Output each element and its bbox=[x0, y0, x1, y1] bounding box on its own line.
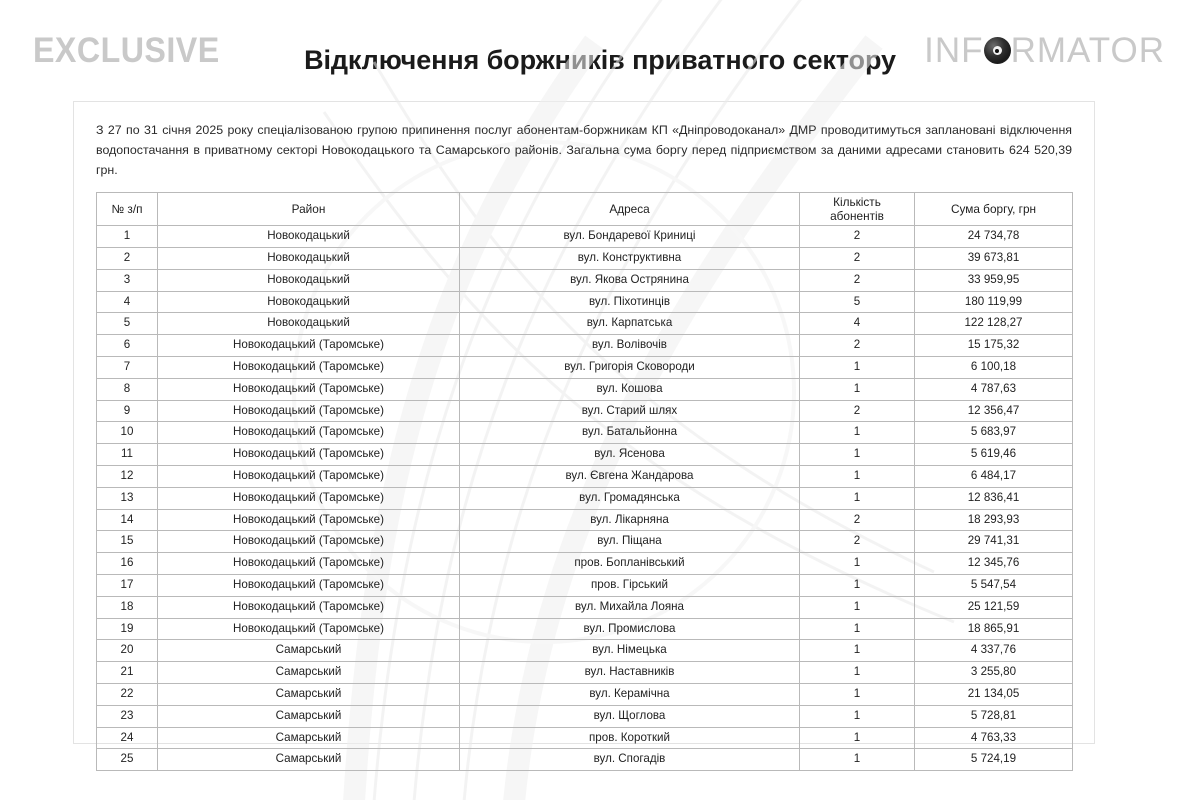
row-sum: 15 175,32 bbox=[915, 335, 1073, 357]
row-count: 1 bbox=[800, 466, 915, 488]
row-address: пров. Бопланівський bbox=[460, 553, 800, 575]
row-number: 24 bbox=[97, 727, 158, 749]
row-sum: 21 134,05 bbox=[915, 684, 1073, 706]
row-district: Новокодацький (Таромське) bbox=[158, 422, 460, 444]
table-row bbox=[97, 400, 1073, 422]
row-number: 13 bbox=[97, 487, 158, 509]
row-district: Самарський bbox=[158, 727, 460, 749]
row-number: 19 bbox=[97, 618, 158, 640]
row-number: 9 bbox=[97, 400, 158, 422]
row-count: 2 bbox=[800, 269, 915, 291]
row-district: Новокодацький (Таромське) bbox=[158, 575, 460, 597]
row-address: вул. Промислова bbox=[460, 618, 800, 640]
table-row bbox=[97, 466, 1073, 488]
row-district: Самарський bbox=[158, 705, 460, 727]
row-number: 3 bbox=[97, 269, 158, 291]
row-address: вул. Євгена Жандарова bbox=[460, 466, 800, 488]
row-district: Новокодацький (Таромське) bbox=[158, 444, 460, 466]
row-address: вул. Карпатська bbox=[460, 313, 800, 335]
column-header-number: № з/п bbox=[97, 193, 158, 226]
row-address: вул. Німецька bbox=[460, 640, 800, 662]
row-address: вул. Щоглова bbox=[460, 705, 800, 727]
column-header-address: Адреса bbox=[460, 193, 800, 226]
row-district: Самарський bbox=[158, 749, 460, 771]
row-address: вул. Конструктивна bbox=[460, 248, 800, 270]
table-row bbox=[97, 357, 1073, 379]
row-sum: 5 728,81 bbox=[915, 705, 1073, 727]
row-address: вул. Наставників bbox=[460, 662, 800, 684]
row-address: вул. Волівочів bbox=[460, 335, 800, 357]
row-count: 1 bbox=[800, 575, 915, 597]
row-count: 1 bbox=[800, 378, 915, 400]
table-row bbox=[97, 749, 1073, 771]
table-row bbox=[97, 291, 1073, 313]
row-address: вул. Якова Острянина bbox=[460, 269, 800, 291]
row-count: 1 bbox=[800, 640, 915, 662]
table-body bbox=[97, 226, 1073, 771]
exclusive-watermark: EXCLUSIVE bbox=[33, 31, 220, 70]
table-row bbox=[97, 444, 1073, 466]
row-count: 1 bbox=[800, 553, 915, 575]
row-address: вул. Старий шлях bbox=[460, 400, 800, 422]
row-number: 4 bbox=[97, 291, 158, 313]
row-number: 10 bbox=[97, 422, 158, 444]
column-header-count-line1: Кількість bbox=[833, 194, 881, 209]
row-count: 1 bbox=[800, 662, 915, 684]
page-header bbox=[0, 0, 1200, 100]
row-sum: 5 724,19 bbox=[915, 749, 1073, 771]
table-row bbox=[97, 248, 1073, 270]
row-district: Новокодацький bbox=[158, 313, 460, 335]
page-title: Відключення боржників приватного сектору bbox=[304, 45, 896, 75]
table-row bbox=[97, 575, 1073, 597]
row-district: Новокодацький (Таромське) bbox=[158, 553, 460, 575]
table-row bbox=[97, 727, 1073, 749]
table-row bbox=[97, 269, 1073, 291]
row-district: Самарський bbox=[158, 662, 460, 684]
row-sum: 6 100,18 bbox=[915, 357, 1073, 379]
row-count: 2 bbox=[800, 400, 915, 422]
row-district: Новокодацький (Таромське) bbox=[158, 596, 460, 618]
row-sum: 24 734,78 bbox=[915, 226, 1073, 248]
row-count: 1 bbox=[800, 487, 915, 509]
row-sum: 4 337,76 bbox=[915, 640, 1073, 662]
row-number: 21 bbox=[97, 662, 158, 684]
disconnection-table bbox=[96, 192, 1073, 771]
row-district: Самарський bbox=[158, 684, 460, 706]
row-count: 2 bbox=[800, 226, 915, 248]
row-district: Новокодацький bbox=[158, 226, 460, 248]
row-address: пров. Короткий bbox=[460, 727, 800, 749]
row-sum: 12 345,76 bbox=[915, 553, 1073, 575]
row-number: 8 bbox=[97, 378, 158, 400]
row-number: 14 bbox=[97, 509, 158, 531]
row-sum: 122 128,27 bbox=[915, 313, 1073, 335]
row-number: 18 bbox=[97, 596, 158, 618]
column-header-district: Район bbox=[158, 193, 460, 226]
row-count: 2 bbox=[800, 531, 915, 553]
row-district: Новокодацький (Таромське) bbox=[158, 487, 460, 509]
table-row bbox=[97, 335, 1073, 357]
row-district: Новокодацький (Таромське) bbox=[158, 531, 460, 553]
column-header-count-line2: абонентів bbox=[830, 209, 884, 224]
table-row bbox=[97, 684, 1073, 706]
row-number: 5 bbox=[97, 313, 158, 335]
row-district: Новокодацький bbox=[158, 269, 460, 291]
document-content bbox=[74, 102, 1094, 771]
row-address: вул. Керамічна bbox=[460, 684, 800, 706]
row-sum: 18 293,93 bbox=[915, 509, 1073, 531]
row-count: 1 bbox=[800, 727, 915, 749]
row-address: пров. Гірський bbox=[460, 575, 800, 597]
row-district: Новокодацький (Таромське) bbox=[158, 618, 460, 640]
row-district: Самарський bbox=[158, 640, 460, 662]
row-address: вул. Піщана bbox=[460, 531, 800, 553]
row-address: вул. Піхотинців bbox=[460, 291, 800, 313]
table-row bbox=[97, 618, 1073, 640]
row-number: 6 bbox=[97, 335, 158, 357]
row-sum: 6 484,17 bbox=[915, 466, 1073, 488]
table-row bbox=[97, 226, 1073, 248]
row-address: вул. Ясенова bbox=[460, 444, 800, 466]
row-sum: 39 673,81 bbox=[915, 248, 1073, 270]
row-number: 7 bbox=[97, 357, 158, 379]
intro-paragraph: З 27 по 31 січня 2025 року спеціалізованою групою припинення послуг абонентам-боржникам КП «Дніпроводоканал» ДМР проводитимуться заплановані відключення водопостачання в приватному секторі Новокодацького та Самарського районів. Загальна сума боргу перед підприємством за даними адресами становить 624 520,39 грн. bbox=[96, 123, 1072, 178]
row-count: 1 bbox=[800, 422, 915, 444]
column-header-count bbox=[800, 193, 915, 226]
row-sum: 4 763,33 bbox=[915, 727, 1073, 749]
row-district: Новокодацький (Таромське) bbox=[158, 378, 460, 400]
row-sum: 12 356,47 bbox=[915, 400, 1073, 422]
table-row bbox=[97, 487, 1073, 509]
brand-suffix-text: RMATOR bbox=[1010, 31, 1165, 70]
table-row bbox=[97, 313, 1073, 335]
row-number: 20 bbox=[97, 640, 158, 662]
table-row bbox=[97, 553, 1073, 575]
row-address: вул. Спогадів bbox=[460, 749, 800, 771]
row-count: 1 bbox=[800, 684, 915, 706]
row-district: Новокодацький (Таромське) bbox=[158, 335, 460, 357]
row-sum: 5 619,46 bbox=[915, 444, 1073, 466]
column-header-sum: Сума боргу, грн bbox=[915, 193, 1073, 226]
row-district: Новокодацький bbox=[158, 291, 460, 313]
row-count: 1 bbox=[800, 357, 915, 379]
table-row bbox=[97, 596, 1073, 618]
table-row bbox=[97, 640, 1073, 662]
row-district: Новокодацький (Таромське) bbox=[158, 509, 460, 531]
row-count: 4 bbox=[800, 313, 915, 335]
row-number: 16 bbox=[97, 553, 158, 575]
row-address: вул. Григорія Сковороди bbox=[460, 357, 800, 379]
table-row bbox=[97, 378, 1073, 400]
row-number: 23 bbox=[97, 705, 158, 727]
table-row bbox=[97, 509, 1073, 531]
row-address: вул. Громадянська bbox=[460, 487, 800, 509]
row-sum: 18 865,91 bbox=[915, 618, 1073, 640]
row-sum: 33 959,95 bbox=[915, 269, 1073, 291]
row-number: 2 bbox=[97, 248, 158, 270]
row-count: 1 bbox=[800, 618, 915, 640]
row-sum: 5 547,54 bbox=[915, 575, 1073, 597]
row-count: 1 bbox=[800, 596, 915, 618]
row-number: 15 bbox=[97, 531, 158, 553]
row-number: 17 bbox=[97, 575, 158, 597]
table-header bbox=[97, 193, 1073, 226]
row-number: 1 bbox=[97, 226, 158, 248]
table-header-row bbox=[97, 193, 1073, 226]
row-district: Новокодацький bbox=[158, 248, 460, 270]
row-count: 5 bbox=[800, 291, 915, 313]
row-count: 1 bbox=[800, 705, 915, 727]
row-district: Новокодацький (Таромське) bbox=[158, 357, 460, 379]
row-number: 22 bbox=[97, 684, 158, 706]
row-district: Новокодацький (Таромське) bbox=[158, 466, 460, 488]
row-sum: 12 836,41 bbox=[915, 487, 1073, 509]
row-address: вул. Кошова bbox=[460, 378, 800, 400]
table-row bbox=[97, 422, 1073, 444]
row-sum: 3 255,80 bbox=[915, 662, 1073, 684]
row-count: 2 bbox=[800, 509, 915, 531]
brand-prefix-text: INF bbox=[924, 31, 984, 70]
row-number: 11 bbox=[97, 444, 158, 466]
row-count: 1 bbox=[800, 749, 915, 771]
row-number: 12 bbox=[97, 466, 158, 488]
row-count: 2 bbox=[800, 335, 915, 357]
row-count: 1 bbox=[800, 444, 915, 466]
table-row bbox=[97, 705, 1073, 727]
row-number: 25 bbox=[97, 749, 158, 771]
row-address: вул. Бондаревої Криниці bbox=[460, 226, 800, 248]
row-count: 2 bbox=[800, 248, 915, 270]
row-address: вул. Батальйонна bbox=[460, 422, 800, 444]
table-row bbox=[97, 662, 1073, 684]
row-address: вул. Лікарняна bbox=[460, 509, 800, 531]
row-sum: 25 121,59 bbox=[915, 596, 1073, 618]
row-sum: 180 119,99 bbox=[915, 291, 1073, 313]
row-sum: 4 787,63 bbox=[915, 378, 1073, 400]
row-district: Новокодацький (Таромське) bbox=[158, 400, 460, 422]
document-panel bbox=[73, 101, 1095, 766]
table-row bbox=[97, 531, 1073, 553]
row-address: вул. Михайла Лояна bbox=[460, 596, 800, 618]
row-sum: 5 683,97 bbox=[915, 422, 1073, 444]
row-sum: 29 741,31 bbox=[915, 531, 1073, 553]
